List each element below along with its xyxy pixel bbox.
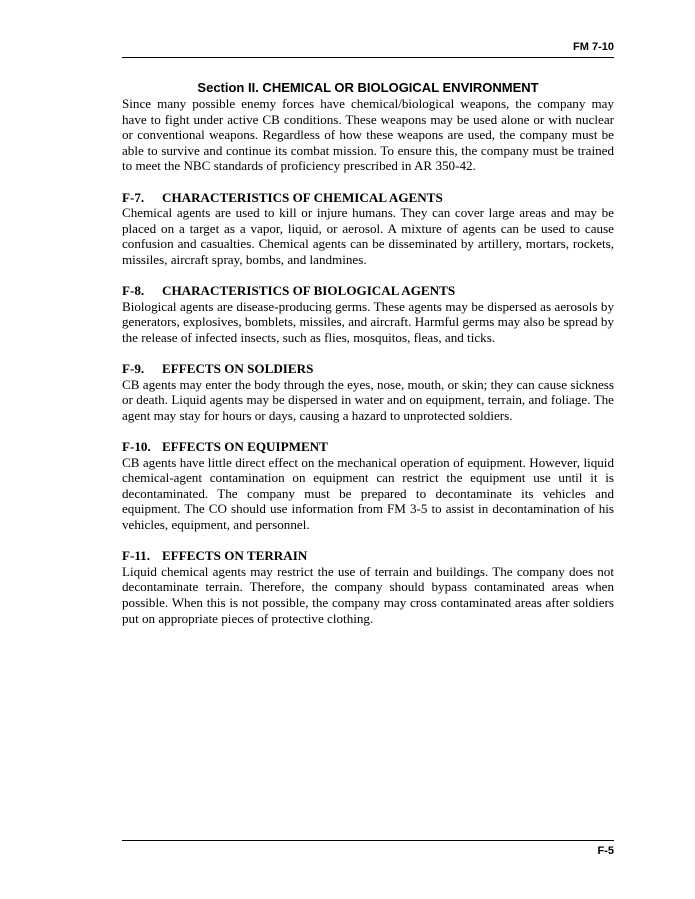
footer-rule [122, 840, 614, 841]
paragraph-heading [122, 283, 614, 299]
document-code: FM 7-10 [573, 41, 614, 53]
paragraph-number: F-10. [122, 439, 151, 455]
paragraph-heading [122, 361, 614, 377]
paragraph-f-7 [122, 190, 614, 268]
paragraph-heading-text: EFFECTS ON TERRAIN [162, 548, 308, 564]
paragraph-number: F-11. [122, 548, 151, 564]
page-number: F-5 [597, 845, 614, 857]
paragraph-f-8 [122, 283, 614, 345]
paragraph-text: Biological agents are disease-producing germs. These agents may be dispersed as aerosols by generators, explosives, bomblets, missiles, and aircraft. Harmful germs may also be spread by the release of infected insects, such as flies, mosquitos, fleas, and ticks. [122, 298, 614, 345]
paragraph-number: F-7. [122, 189, 145, 205]
header-rule [122, 57, 614, 58]
paragraph-heading [122, 190, 614, 206]
section-title: Section II. CHEMICAL OR BIOLOGICAL ENVIRONMENT [197, 80, 539, 95]
paragraph-text: Liquid chemical agents may restrict the use of terrain and buildings. The company does not decontaminate terrain. Therefore, the company should bypass contaminated areas when possible. When this is not possible, the company may cross contaminated areas after soldiers put on appropriate pieces of protective clothing. [122, 563, 614, 626]
paragraph-number: F-8. [122, 283, 145, 299]
paragraph-text: CB agents may enter the body through the eyes, nose, mouth, or skin; they can cause sickness or death. Liquid agents may be dispersed in water and on equipment, terrain, and foliage. The agent may stay for hours or days, causing a hazard to unprotected soldiers. [122, 376, 614, 423]
page-content [122, 80, 614, 642]
paragraph-heading [122, 548, 614, 564]
paragraph-f-9 [122, 361, 614, 423]
section-intro: Since many possible enemy forces have chemical/biological weapons, the company may have to fight under active CB conditions. These weapons may be used alone or with nuclear or conventional weapons. Regardless of how these weapons are used, the company must be able to survive and continue its combat mission. To ensure this, the company must be trained to meet the NBC standards of proficiency prescribed in AR 350-42. [122, 96, 614, 174]
paragraph-heading-text: CHARACTERISTICS OF CHEMICAL AGENTS [162, 189, 443, 205]
paragraph-f-11 [122, 548, 614, 626]
paragraph-text: CB agents have little direct effect on the mechanical operation of equipment. However, liquid chemical-agent contamination on equipment can restrict the equipment use until it is decontaminated. The company must be prepared to decontaminate its vehicles and equipment. The CO should use information from FM 3-5 to assist in decontamination of his vehicles, equipment, and personnel. [122, 454, 614, 533]
paragraph-heading-text: EFFECTS ON SOLDIERS [162, 361, 314, 377]
paragraph-heading-text: CHARACTERISTICS OF BIOLOGICAL AGENTS [162, 283, 456, 299]
paragraph-heading [122, 439, 614, 455]
paragraph-heading-text: EFFECTS ON EQUIPMENT [162, 439, 328, 455]
paragraph-text: Chemical agents are used to kill or injure humans. They can cover large areas and may be placed on a target as a vapor, liquid, or aerosol. A mixture of agents can be used to cause confusion and casualties. Chemical agents can be disseminated by artillery, mortars, rockets, missiles, aircraft spray, bombs, and landmines. [122, 205, 614, 267]
paragraph-number: F-9. [122, 361, 145, 377]
paragraph-f-10 [122, 439, 614, 533]
